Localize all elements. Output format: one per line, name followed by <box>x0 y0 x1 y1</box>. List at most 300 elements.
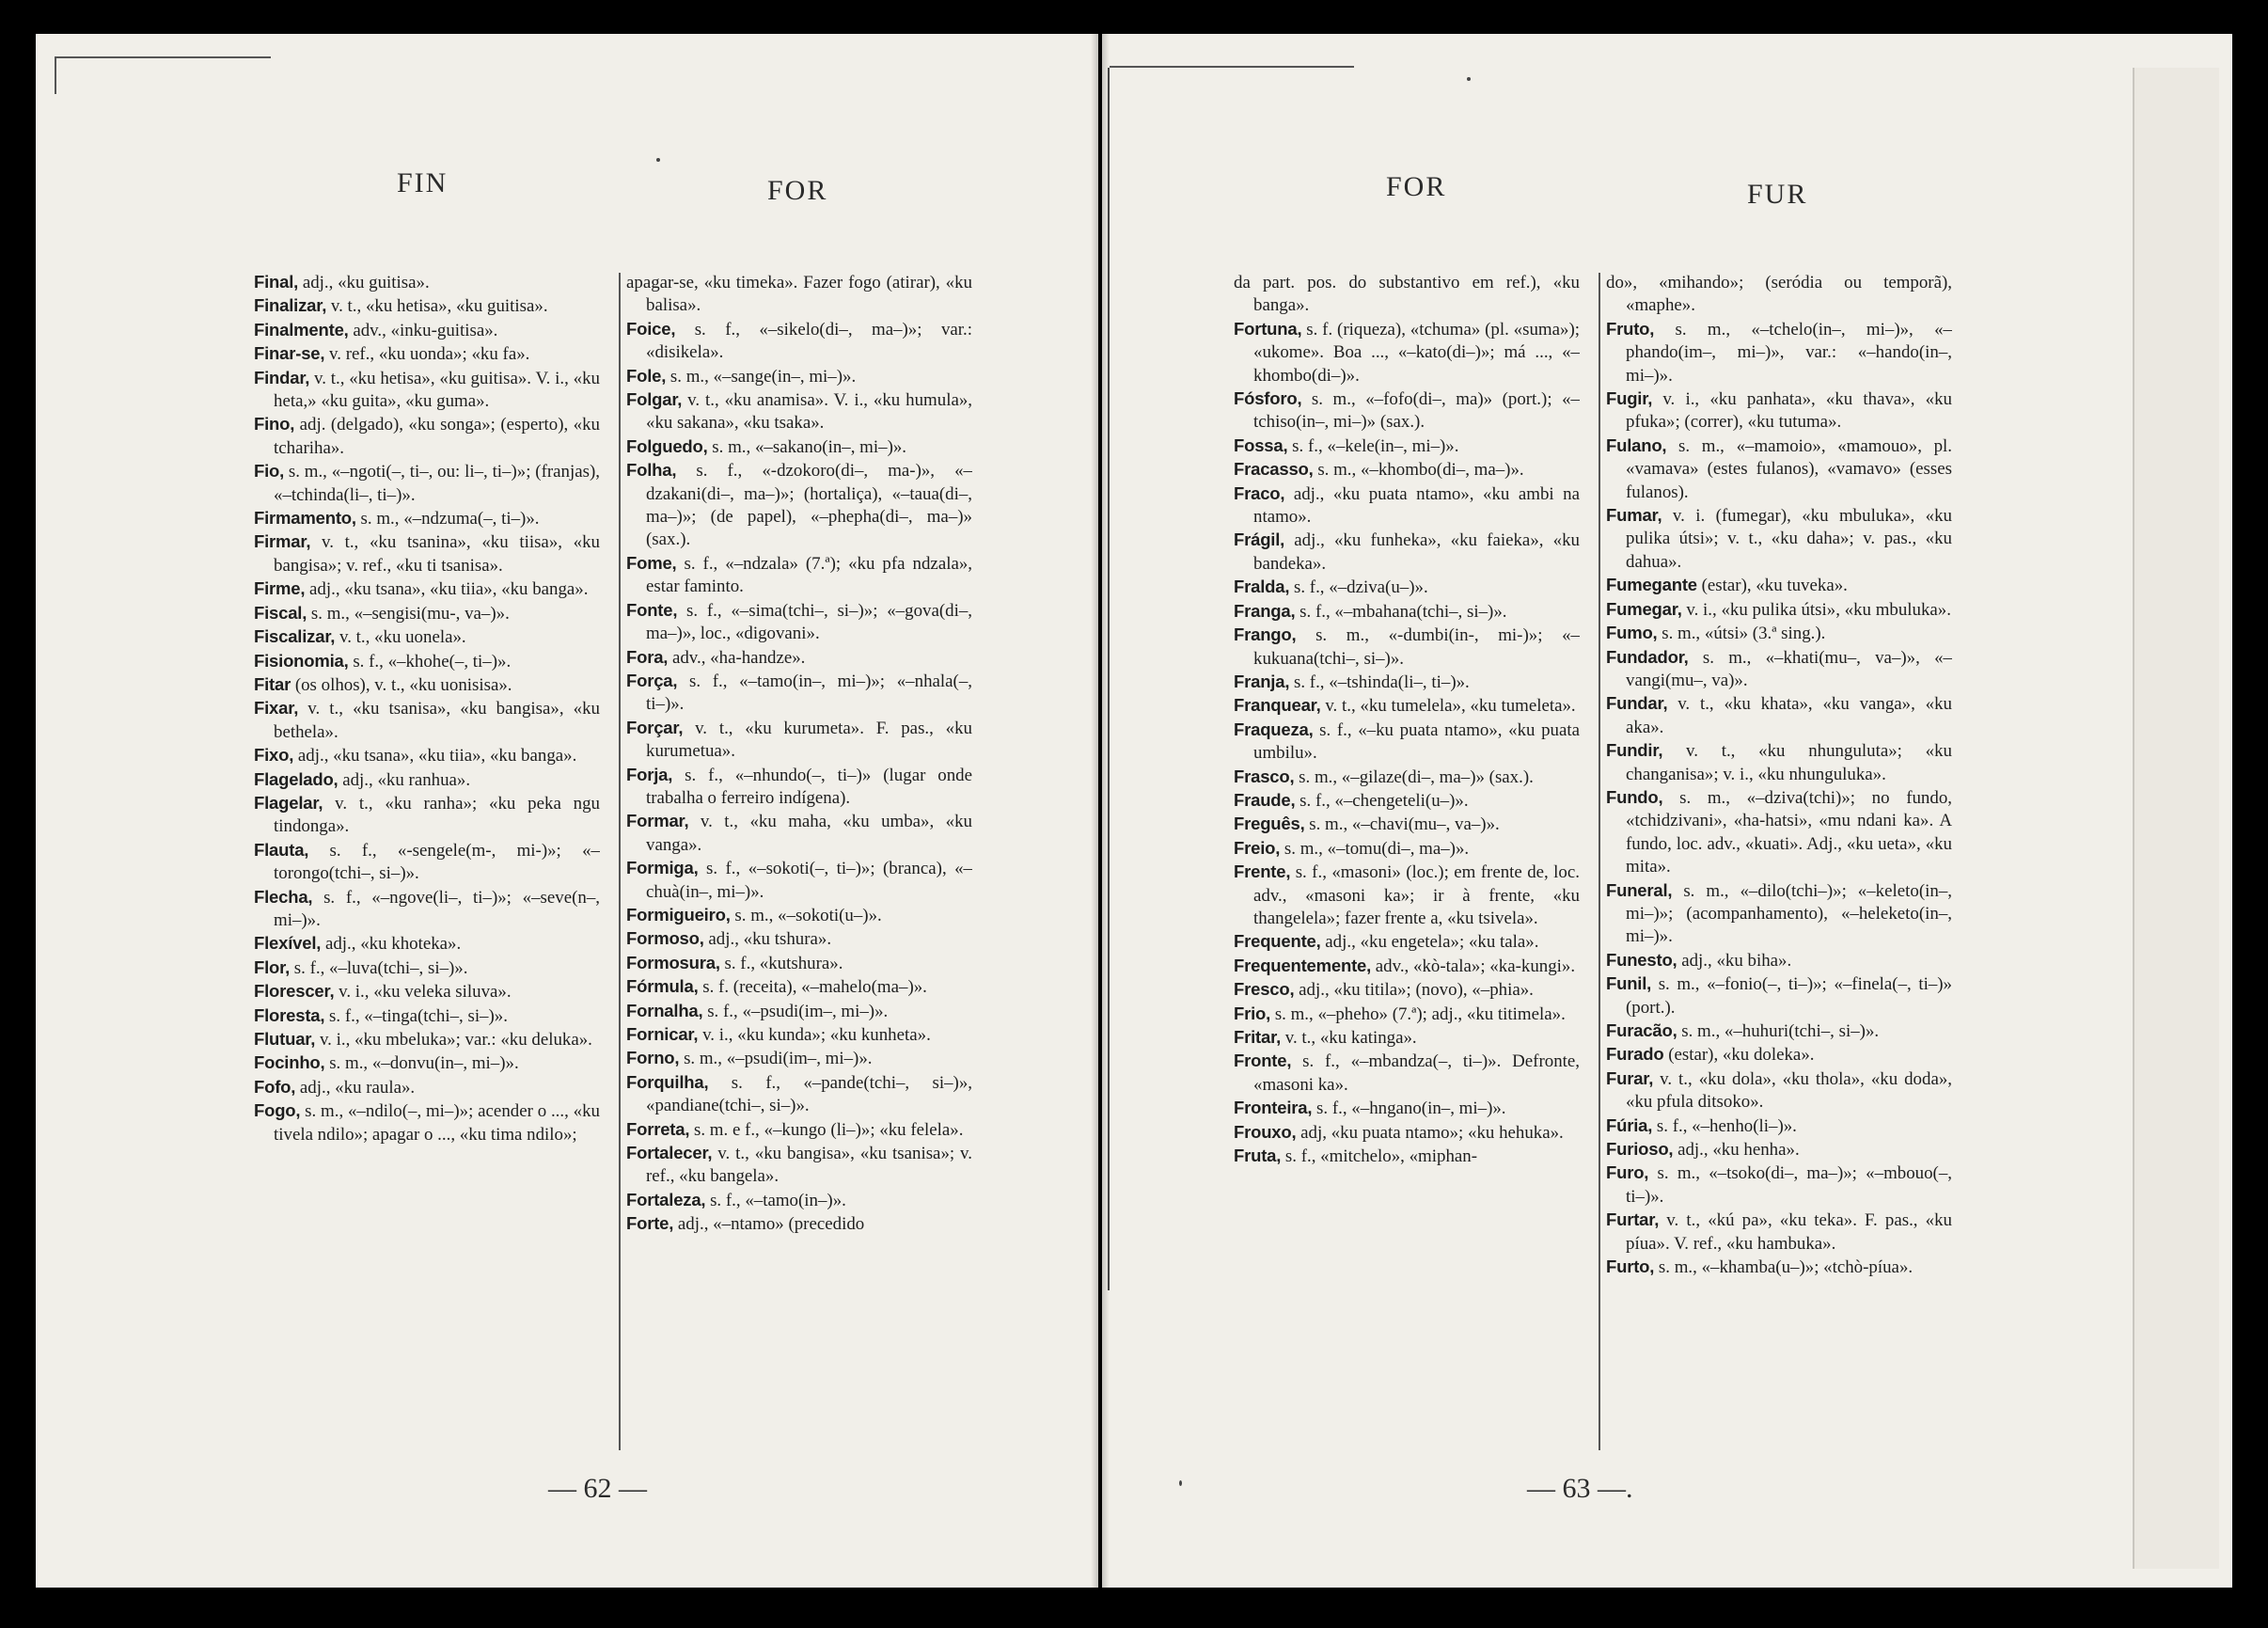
definition: s. m., «–sokoti(u–)». <box>730 905 882 925</box>
headword: Funil, <box>1606 973 1652 994</box>
headword: Fronteira, <box>1234 1098 1313 1118</box>
dictionary-entry <box>626 975 972 999</box>
headword: Fogo, <box>254 1100 301 1121</box>
headword: Força, <box>626 670 678 690</box>
headword: Fora, <box>626 646 669 667</box>
definition: adj., «ku funheka», «ku faieka», «ku bandeka». <box>1253 530 1580 574</box>
headword: Funesto, <box>1606 949 1677 970</box>
definition: s. f., «–khohe(–, ti–)». <box>348 651 512 672</box>
dictionary-entry <box>1606 1138 1952 1162</box>
headword: Frente, <box>1234 861 1291 882</box>
definition: s. m., «–donvu(in–, mi–)». <box>324 1053 519 1074</box>
headword: Fixar, <box>254 698 299 719</box>
headword: Firmamento, <box>254 508 356 529</box>
headword: Furtar, <box>1606 1209 1660 1230</box>
headword: Formar, <box>626 811 689 831</box>
dictionary-entry <box>1234 458 1580 482</box>
headword: Forçar, <box>626 717 684 737</box>
definition: v. t., «ku hetisa», «ku guitisa». <box>326 296 548 317</box>
dictionary-entry <box>254 602 600 625</box>
dictionary-entry <box>254 1004 600 1028</box>
headword: Finar-se, <box>254 343 325 364</box>
headword: Fortaleza, <box>626 1189 706 1209</box>
definition: v. t., «ku nhunguluta»; «ku changanisa»; v. i., «ku nhunguluka». <box>1626 741 1952 784</box>
dictionary-entry <box>1606 387 1952 435</box>
dictionary-entry <box>1234 766 1580 789</box>
definition: s. m., «–sakano(in–, mi–)». <box>707 436 907 457</box>
definition: adv., «ha-handze». <box>668 647 806 668</box>
headword: Furacão, <box>1606 1020 1677 1040</box>
dictionary-entry <box>1234 482 1580 529</box>
headword: Fitar <box>254 673 291 694</box>
headword: Fralda, <box>1234 577 1290 597</box>
headword: Foice, <box>626 318 676 339</box>
definition: adv., «kò-tala»; «ka-kungi». <box>1371 956 1576 976</box>
definition: v. t., «ku hetisa», «ku guitisa». V. i., «ku heta,» «ku guita», «ku guma». <box>274 368 600 412</box>
dictionary-column <box>1606 271 1952 1456</box>
dictionary-entry <box>1234 435 1580 458</box>
dictionary-entry <box>1234 978 1580 1002</box>
dictionary-entry <box>1606 271 1952 318</box>
definition: adj., «ku tsana», «ku tiia», «ku banga». <box>305 579 589 600</box>
running-head-right: FOR <box>767 175 828 206</box>
headword: Fixo, <box>254 745 294 766</box>
dictionary-entry <box>254 413 600 460</box>
headword: Firme, <box>254 578 306 599</box>
headword: Fornalha, <box>626 1000 703 1020</box>
headword: Forja, <box>626 764 673 784</box>
headword: Furar, <box>1606 1067 1654 1088</box>
dictionary-entry <box>254 271 600 294</box>
dictionary-entry <box>1606 949 1952 972</box>
dictionary-entry <box>626 857 972 904</box>
dictionary-entry <box>1606 504 1952 574</box>
definition: adj. (delgado), «ku songa»; (esperto), «ku tchariha». <box>274 415 600 458</box>
dictionary-entry <box>254 980 600 1004</box>
definition: adj., «ku tsana», «ku tiia», «ku banga». <box>293 746 577 767</box>
dictionary-entry <box>626 646 972 670</box>
page-number: — 62 — <box>548 1473 647 1504</box>
dictionary-entry <box>1234 837 1580 861</box>
definition: s. f., «–luva(tchi–, si–)». <box>290 957 468 978</box>
definition: s. f., «kutshura». <box>719 953 843 973</box>
dictionary-entry <box>1234 600 1580 624</box>
definition: v. t., «ku katinga». <box>1281 1028 1417 1048</box>
headword: Firmar, <box>254 531 311 552</box>
headword: Findar, <box>254 367 310 387</box>
definition: apagar-se, «ku timeka». Fazer fogo (atirar), «ku balisa». <box>626 273 972 316</box>
headword: Fornicar, <box>626 1024 699 1044</box>
dictionary-entry <box>626 810 972 857</box>
headword: Fruto, <box>1606 318 1655 339</box>
definition: v. i., «ku kunda»; «ku kunheta». <box>698 1025 931 1045</box>
dictionary-entry <box>626 1142 972 1189</box>
headword: Fundir, <box>1606 740 1663 761</box>
headword: Florescer, <box>254 981 335 1002</box>
dictionary-entry <box>626 764 972 811</box>
dictionary-entry <box>626 927 972 951</box>
definition: v. t., «ku tumelela», «ku tumeleta». <box>1320 696 1576 717</box>
definition: adj., «ku guitisa». <box>298 273 430 292</box>
page-edge-strip <box>2133 68 2219 1569</box>
dictionary-entry <box>1234 576 1580 599</box>
definition: v. t., «kú pa», «ku teka». F. pas., «ku píua». V. ref., «ku hambuka». <box>1626 1210 1952 1254</box>
headword: Fraude, <box>1234 789 1296 810</box>
dictionary-entry <box>254 768 600 792</box>
headword: Forreta, <box>626 1118 690 1139</box>
headword: Fraqueza, <box>1234 719 1314 739</box>
dictionary-entry <box>626 717 972 764</box>
definition: adj., «ku raula». <box>295 1077 416 1098</box>
headword: Fulano, <box>1606 435 1667 455</box>
dictionary-entry <box>254 839 600 886</box>
definition: v. t., «ku tsanina», «ku tiisa», «ku bangisa»; v. ref., «ku ti tsanisa». <box>274 532 600 576</box>
dictionary-entry <box>626 318 972 365</box>
speck <box>1179 1480 1182 1486</box>
definition: s. f., «–psudi(im–, mi–)». <box>702 1001 889 1021</box>
headword: Flagelado, <box>254 768 339 789</box>
definition: adj., «ku biha». <box>1677 950 1792 971</box>
definition: s. f. (receita), «–mahelo(ma–)». <box>698 977 927 998</box>
headword: Final, <box>254 272 299 292</box>
definition: s. m., «–huhuri(tchi–, si–)». <box>1677 1021 1880 1041</box>
headword: Focinho, <box>254 1052 325 1073</box>
page-corner-mark <box>1110 66 1354 68</box>
headword: Fósforo, <box>1234 388 1302 409</box>
headword: Folguedo, <box>626 435 708 456</box>
definition: s. m., «–sange(in–, mi–)». <box>666 366 857 387</box>
headword: Fresco, <box>1234 979 1295 1000</box>
definition: s. f., «masoni» (loc.); em frente de, loc. adv., «masoni ka»; ir à frente, «ku thangelela»; fazer frente a, «ku tsivela». <box>1253 862 1580 928</box>
headword: Fossa, <box>1234 435 1288 455</box>
dictionary-entry <box>626 670 972 717</box>
dictionary-entry <box>626 459 972 552</box>
dictionary-entry <box>626 599 972 646</box>
headword: Flexível, <box>254 933 322 954</box>
headword: Furado <box>1606 1044 1664 1065</box>
headword: Fole, <box>626 365 667 386</box>
dictionary-entry <box>1606 1043 1952 1067</box>
definition: s. f., «–ngove(li–, ti–)»; «–seve(n–, mi–)». <box>274 887 600 930</box>
dictionary-entry <box>254 319 600 342</box>
headword: Funeral, <box>1606 879 1673 900</box>
dictionary-entry <box>626 952 972 975</box>
definition: s. m., «–dilo(tchi–)»; «–keleto(in–, mi–)»; (acompanhamento), «–heleketo(in–, mi–)». <box>1626 880 1952 947</box>
definition: s. m., «–ndilo(–, mi–)»; acender o ..., «ku tivela ndilo»; apagar o ..., «ku tima ndilo»; <box>274 1101 600 1145</box>
definition: adj., «ku puata ntamo», «ku ambi na ntamo». <box>1253 483 1580 528</box>
definition: do», «mihando»; (seródia ou temporã), «maphe». <box>1606 273 1952 316</box>
headword: Fundador, <box>1606 646 1689 667</box>
dictionary-entry <box>254 1028 600 1051</box>
headword: Fumegar, <box>1606 598 1682 619</box>
dictionary-entry <box>626 1118 972 1142</box>
definition: adj., «ku titila»; (novo), «–phia». <box>1294 980 1534 1001</box>
column-divider <box>619 273 621 1450</box>
definition: v. t., «ku maha, «ku umba», «ku vanga». <box>646 812 972 855</box>
headword: Flor, <box>254 956 291 977</box>
definition: s. f., «–dziva(u–)». <box>1289 577 1428 598</box>
definition: s. m., «–mamoio», «mamouo», pl. «vamava» (estes fulanos), «vamavo» (esses fulanos). <box>1626 435 1952 502</box>
definition: s. f. (riqueza), «tchuma» (pl. «suma»); «ukome». Boa ..., «–kato(di–)»; má ..., «–khombo(di–)». <box>1253 319 1580 386</box>
definition: s. m., «útsi» (3.ª sing.). <box>1657 624 1826 644</box>
headword: Flutuar, <box>254 1029 316 1049</box>
definition: s. m., «–khombo(di–, ma–)». <box>1313 460 1524 481</box>
headword: Flagelar, <box>254 792 323 813</box>
headword: Fundar, <box>1606 693 1668 714</box>
headword: Fronte, <box>1234 1051 1292 1071</box>
definition: s. m., «–chavi(mu–, va–)». <box>1304 814 1500 835</box>
dictionary-entry <box>254 673 600 697</box>
dictionary-entry <box>1606 646 1952 693</box>
dictionary-entry <box>1234 1050 1580 1097</box>
dictionary-entry <box>1606 739 1952 786</box>
definition: adj., «ku engetela»; «ku tala». <box>1320 932 1539 953</box>
dictionary-entry <box>1234 1097 1580 1120</box>
dictionary-entry <box>626 1023 972 1047</box>
headword: Floresta, <box>254 1004 325 1025</box>
definition: s. m., «–tomu(di–, ma–)». <box>1280 838 1470 859</box>
headword: Fio, <box>254 461 285 482</box>
headword: Fome, <box>626 552 677 573</box>
headword: Fino, <box>254 414 295 435</box>
definition: s. f., «–pande(tchi–, si–)», «pandiane(tchi–, si–)». <box>646 1072 972 1116</box>
headword: Fórmula, <box>626 976 699 997</box>
dictionary-entry <box>1234 1121 1580 1145</box>
definition: s. m., «–khamba(u–)»; «tchò-píua». <box>1654 1257 1914 1278</box>
dictionary-entry <box>254 697 600 744</box>
dictionary-entry <box>1234 671 1580 694</box>
speck <box>1467 77 1471 81</box>
definition: v. i., «ku veleka siluva». <box>334 982 512 1003</box>
dictionary-entry <box>1234 1026 1580 1050</box>
dictionary-entry <box>254 744 600 767</box>
definition: s. m., «–sengisi(mu-, va–)». <box>307 603 510 624</box>
headword: Fumo, <box>1606 623 1658 643</box>
dictionary-entry <box>1606 1019 1952 1043</box>
dictionary-entry <box>1606 1114 1952 1138</box>
headword: Fumar, <box>1606 505 1662 526</box>
dictionary-entry <box>626 1212 972 1236</box>
headword: Forte, <box>626 1213 674 1234</box>
headword: Furto, <box>1606 1257 1655 1277</box>
dictionary-entry <box>254 294 600 318</box>
definition: s. m., «–khati(mu–, va–)», «–vangi(mu–, va)». <box>1626 647 1952 690</box>
definition: adj, «ku puata ntamo»; «ku hehuka». <box>1296 1122 1564 1143</box>
dictionary-entry <box>1234 318 1580 387</box>
dictionary-entry <box>254 792 600 839</box>
dictionary-entry <box>254 886 600 933</box>
headword: Folha, <box>626 460 677 481</box>
dictionary-entry <box>1606 435 1952 504</box>
definition: s. f., «–ku puata ntamo», «ku puata umbilu». <box>1253 719 1580 764</box>
definition: s. f., «–tamo(in–, mi–)»; «–nhala(–, ti–)». <box>646 671 972 715</box>
definition: v. t., «ku ranha»; «ku peka ngu tindonga». <box>274 793 600 837</box>
dictionary-column <box>1234 271 1580 1456</box>
headword: Fiscalizar, <box>254 626 336 647</box>
definition: v. t., «ku bangisa», «ku tsanisa»; v. ref., «ku bangela». <box>646 1144 972 1187</box>
dictionary-entry <box>626 552 972 599</box>
definition: s. m., «–ngoti(–, ti–, ou: li–, ti–)»; (franjas), «–tchinda(li–, ti–)». <box>274 462 600 505</box>
definition: s. f., «-sengele(m-, mi-)»; «–torongo(tchi–, si–)». <box>274 840 600 884</box>
dictionary-entry <box>254 932 600 956</box>
definition: adv., «inku-guitisa». <box>348 320 498 340</box>
definition: v. t., «ku khata», «ku vanga», «ku aka». <box>1626 694 1952 737</box>
dictionary-entry <box>1234 719 1580 766</box>
dictionary-entry <box>1234 813 1580 836</box>
headword: Fortalecer, <box>626 1143 713 1163</box>
definition: (estar), «ku tuveka». <box>1696 576 1848 596</box>
definition: v. t., «ku kurumeta». F. pas., «ku kurumetua». <box>646 718 972 762</box>
headword: Frio, <box>1234 1003 1271 1023</box>
column-divider <box>1599 273 1600 1450</box>
headword: Frango, <box>1234 624 1297 645</box>
dictionary-entry <box>254 507 600 530</box>
definition: s. f., «–kele(in–, mi–)». <box>1287 435 1459 456</box>
headword: Fonte, <box>626 599 678 620</box>
headword: Franga, <box>1234 600 1296 621</box>
definition: s. m., «–psudi(im–, mi–)». <box>679 1049 873 1069</box>
dictionary-entry <box>254 956 600 980</box>
headword: Fruta, <box>1234 1146 1282 1166</box>
dictionary-entry <box>1606 598 1952 622</box>
dictionary-column <box>626 271 972 1456</box>
definition: s. f., «–hngano(in–, mi–)». <box>1312 1099 1506 1119</box>
headword: Fúria, <box>1606 1114 1653 1135</box>
dictionary-entry <box>626 1000 972 1023</box>
dictionary-entry <box>1606 692 1952 739</box>
headword: Freguês, <box>1234 814 1305 834</box>
definition: v. i. (fumegar), «ku mbuluka», «ku pulika útsi»; v. t., «ku daha»; v. pas., «ku dahua». <box>1626 506 1952 572</box>
definition: s. f., «–tamo(in–)». <box>705 1190 846 1210</box>
dictionary-entry <box>254 577 600 601</box>
definition: da part. pos. do substantivo em ref.), «ku banga». <box>1234 273 1580 316</box>
headword: Forquilha, <box>626 1071 709 1092</box>
dictionary-entry <box>1234 271 1580 318</box>
dictionary-entry <box>1606 879 1952 949</box>
definition: s. f., «–tinga(tchi–, si–)». <box>324 1005 508 1026</box>
dictionary-entry <box>626 904 972 927</box>
dictionary-entry <box>626 1189 972 1212</box>
headword: Fraco, <box>1234 482 1285 503</box>
page-number: — 63 —. <box>1527 1473 1633 1504</box>
headword: Formosura, <box>626 952 720 972</box>
headword: Formiga, <box>626 858 699 878</box>
dictionary-entry <box>254 1051 600 1075</box>
definition: s. m., «–fofo(di–, ma)» (port.); «–tchiso(in–, mi–)» (sax.). <box>1253 389 1580 433</box>
definition: s. m., «–pheho» (7.ª); adj., «ku titimela». <box>1270 1004 1566 1024</box>
definition: s. m., «–fonio(–, ti–)»; «–finela(–, ti–)» (port.). <box>1626 974 1952 1018</box>
headword: Franja, <box>1234 671 1290 691</box>
headword: Fundo, <box>1606 786 1663 807</box>
definition: adj., «–ntamo» (precedido <box>673 1214 865 1235</box>
definition: s. f., «–tshinda(li–, ti–)». <box>1289 672 1470 692</box>
headword: Fisionomia, <box>254 650 349 671</box>
dictionary-entry <box>1606 1162 1952 1209</box>
definition: s. f., «–ndzala» (7.ª); «ku pfa ndzala», estar faminto. <box>646 553 972 597</box>
headword: Flecha, <box>254 886 313 907</box>
dictionary-entry <box>1234 955 1580 978</box>
dictionary-entry <box>1234 930 1580 954</box>
definition: s. f., «–henho(li–)». <box>1652 1115 1797 1136</box>
definition: v. t., «ku anamisa». V. i., «ku humula», «ku sakana», «ku tsaka». <box>646 390 972 434</box>
dictionary-entry <box>626 435 972 459</box>
definition: v. t., «ku uonela». <box>335 627 466 648</box>
definition: s. f., «–mbandza(–, ti–)». Defronte, «masoni ka». <box>1253 1051 1580 1095</box>
definition: s. f., «–nhundo(–, ti–)» (lugar onde trabalha o ferreiro indígena). <box>646 765 972 808</box>
definition: s. m. e f., «–kungo (li–)»; «ku felela». <box>689 1119 964 1140</box>
dictionary-entry <box>1606 318 1952 387</box>
headword: Franquear, <box>1234 695 1321 716</box>
dictionary-entry <box>1234 1003 1580 1026</box>
dictionary-entry <box>1234 1145 1580 1168</box>
dictionary-entry <box>1606 1256 1952 1279</box>
headword: Fumegante <box>1606 575 1697 595</box>
running-head-left: FOR <box>1386 171 1447 202</box>
headword: Finalizar, <box>254 295 327 316</box>
dictionary-entry <box>1234 789 1580 813</box>
definition: s. m., «–tchelo(in–, mi–)», «–phando(im–, mi–)», var.: «–hando(in–, mi–)». <box>1626 319 1952 386</box>
headword: Formigueiro, <box>626 904 731 925</box>
dictionary-entry <box>254 1076 600 1099</box>
headword: Furo, <box>1606 1162 1649 1183</box>
speck <box>656 158 660 162</box>
left-page <box>36 34 1098 1588</box>
page-corner-mark <box>55 56 271 58</box>
definition: s. m., «-dumbi(in-, mi-)»; «–kukuana(tchi–, si–)». <box>1253 625 1580 669</box>
definition: s. f., «mitchelo», «miphan- <box>1281 1146 1478 1167</box>
dictionary-entry <box>254 625 600 649</box>
dictionary-entry <box>1606 786 1952 879</box>
definition: s. f., «–sima(tchi–, si–)»; «–gova(di–, ma–)», loc., «digovani». <box>646 600 972 644</box>
dictionary-entry <box>1234 529 1580 576</box>
headword: Frequente, <box>1234 931 1321 952</box>
headword: Finalmente, <box>254 319 349 340</box>
definition: v. i., «ku mbeluka»; var.: «ku deluka». <box>315 1030 592 1050</box>
headword: Frequentemente, <box>1234 955 1372 975</box>
headword: Freio, <box>1234 837 1281 858</box>
dictionary-entry <box>1606 574 1952 597</box>
headword: Forno, <box>626 1048 680 1068</box>
definition: s. m., «–dziva(tchi)»; no fundo, «tchidzivani», «ha-hatsi», «mu ndani ka». A fundo, loc. adv., «kuati». Adj., «ku ueta», «ku mita». <box>1626 787 1952 877</box>
dictionary-entry <box>254 342 600 366</box>
dictionary-entry <box>1234 861 1580 930</box>
definition: (estar), «ku doleka». <box>1663 1045 1815 1066</box>
dictionary-entry <box>1606 1209 1952 1256</box>
headword: Fofo, <box>254 1076 296 1097</box>
definition: (os olhos), v. t., «ku uonisisa». <box>291 674 512 695</box>
headword: Fracasso, <box>1234 459 1314 480</box>
headword: Fortuna, <box>1234 318 1302 339</box>
definition: s. m., «–gilaze(di–, ma–)» (sax.). <box>1294 767 1534 787</box>
definition: v. ref., «ku uonda»; «ku fa». <box>324 344 530 365</box>
dictionary-entry <box>626 1071 972 1118</box>
dictionary-entry <box>626 365 972 388</box>
dictionary-entry <box>254 530 600 577</box>
definition: v. t., «ku dola», «ku thola», «ku doda», «ku pfula ditsoko». <box>1626 1068 1952 1113</box>
dictionary-column <box>254 271 600 1456</box>
running-head-right: FUR <box>1747 179 1808 210</box>
dictionary-entry <box>1606 1067 1952 1114</box>
definition: s. f., «–mbahana(tchi–, si–)». <box>1295 601 1507 622</box>
dictionary-entry <box>254 1099 600 1146</box>
definition: s. m., «–tsoko(di–, ma–)»; «–mbouo(–, ti–)». <box>1626 1163 1952 1207</box>
definition: adj., «ku khoteka». <box>321 934 462 955</box>
definition: adj., «ku tshura». <box>703 929 832 950</box>
definition: adj., «ku henha». <box>1673 1140 1800 1161</box>
headword: Furioso, <box>1606 1139 1674 1160</box>
definition: s. f., «-dzokoro(di–, ma-)», «–dzakani(di–, ma–)»; (hortaliça), «–taua(di–, ma–)»; (de papel), «–phepha(di–, ma–)» (sax.). <box>646 461 972 550</box>
definition: v. i., «ku pulika útsi», «ku mbuluka». <box>1681 599 1951 620</box>
